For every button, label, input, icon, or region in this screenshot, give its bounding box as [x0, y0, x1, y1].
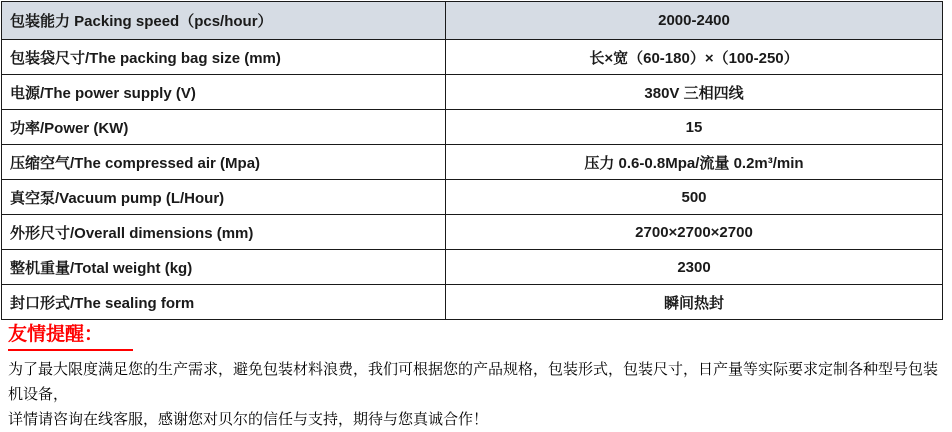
reminder-line: 为了最大限度满足您的生产需求，避免包装材料浪费，我们可根据您的产品规格，包装形式，包装尺寸，日产量等实际要求定制各种型号包装机设备，	[8, 361, 939, 403]
spec-value: 瞬间热封	[446, 285, 943, 320]
spec-label: 封口形式/The sealing form	[2, 285, 446, 320]
spec-label: 包装袋尺寸/The packing bag size (mm)	[2, 40, 446, 75]
spec-value: 500	[446, 180, 943, 215]
table-row	[2, 250, 943, 285]
table-row	[2, 215, 943, 250]
spec-value: 2000-2400	[446, 2, 943, 40]
table-row	[2, 75, 943, 110]
friendly-reminder-heading: 友情提醒：	[8, 322, 133, 351]
spec-value: 380V 三相四线	[446, 75, 943, 110]
table-row	[2, 180, 943, 215]
spec-label: 电源/The power supply (V)	[2, 75, 446, 110]
spec-value: 长×宽（60-180）×（100-250）	[446, 40, 943, 75]
friendly-reminder-text	[8, 357, 948, 432]
spec-value: 15	[446, 110, 943, 145]
spec-label: 包装能力 Packing speed（pcs/hour）	[2, 2, 446, 40]
friendly-reminder-section	[8, 322, 948, 432]
spec-value: 2700×2700×2700	[446, 215, 943, 250]
spec-label: 真空泵/Vacuum pump (L/Hour)	[2, 180, 446, 215]
reminder-line: 详情请咨询在线客服，感谢您对贝尔的信任与支持，期待与您真诚合作！	[8, 411, 489, 428]
spec-value: 压力 0.6-0.8Mpa/流量 0.2m³/min	[446, 145, 943, 180]
spec-label: 整机重量/Total weight (kg)	[2, 250, 446, 285]
table-row	[2, 2, 943, 40]
table-row	[2, 40, 943, 75]
table-row	[2, 145, 943, 180]
table-row	[2, 110, 943, 145]
spec-value: 2300	[446, 250, 943, 285]
spec-label: 外形尺寸/Overall dimensions (mm)	[2, 215, 446, 250]
spec-label: 压缩空气/The compressed air (Mpa)	[2, 145, 446, 180]
table-row	[2, 285, 943, 320]
spec-label: 功率/Power (KW)	[2, 110, 446, 145]
specs-table	[1, 1, 943, 320]
